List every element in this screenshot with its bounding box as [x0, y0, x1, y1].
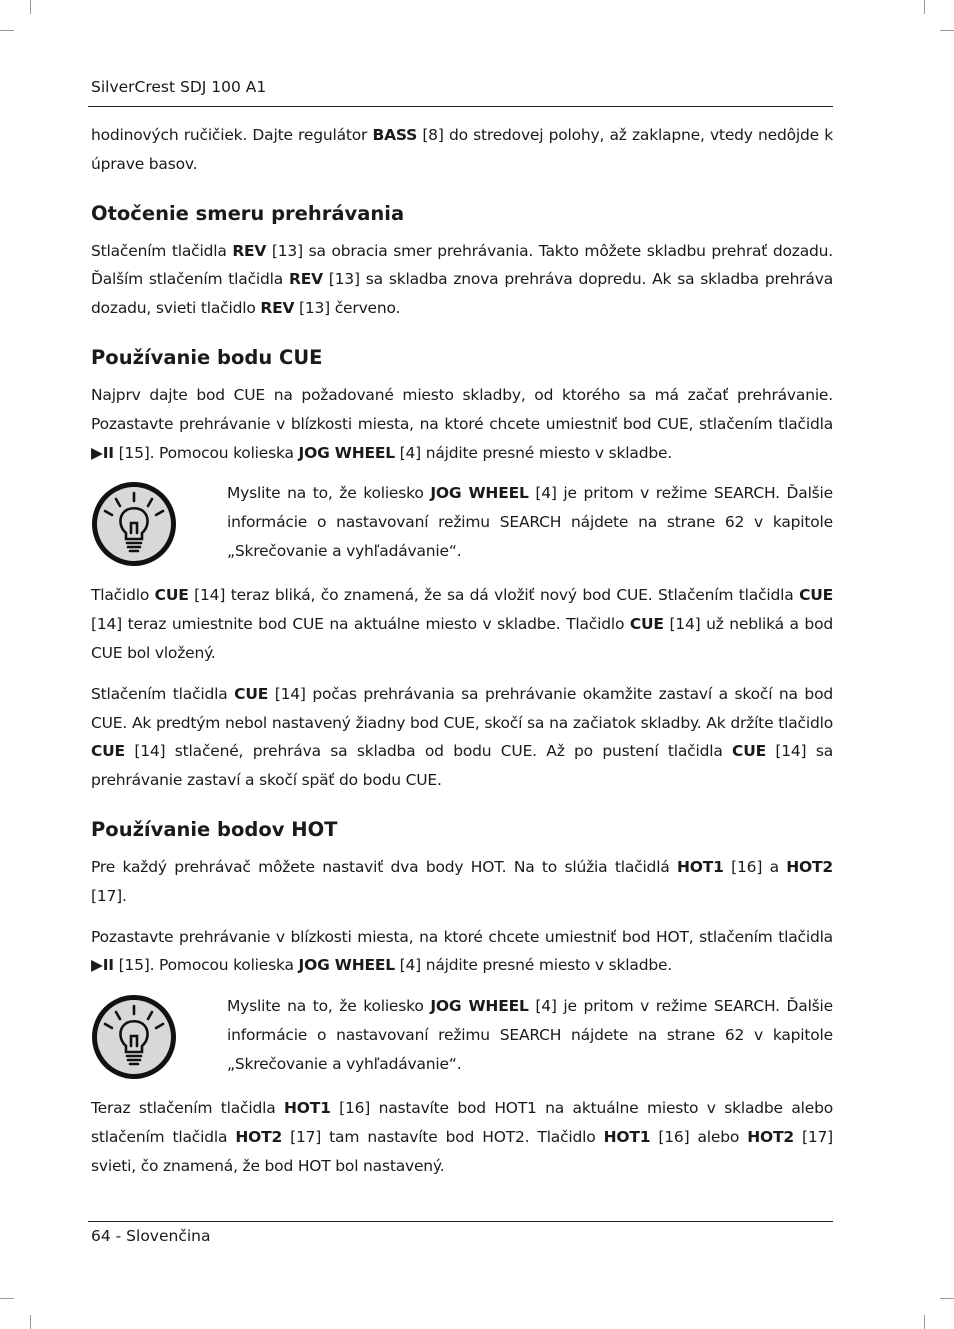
- text-segment: [13] sa skladba znova prehráva dopredu. Ak sa skladba prehráva dozadu, svieti tlačidlo: [91, 270, 833, 318]
- bold-term: HOT1: [677, 857, 724, 876]
- crop-mark: [940, 1298, 954, 1299]
- bold-term: JOG WHEEL: [430, 484, 529, 503]
- crop-mark: [924, 1315, 925, 1329]
- bold-term: HOT2: [235, 1127, 283, 1146]
- bold-term: HOT1: [603, 1127, 651, 1146]
- lightbulb-icon: [91, 481, 177, 567]
- text-segment: [13] sa obracia smer prehrávania. Takto môžete skladbu prehrať dozadu. Ďalším stlačením tlačidla: [91, 241, 833, 289]
- bold-term: BASS: [372, 126, 418, 144]
- section-heading-hot: Používanie bodov HOT: [91, 817, 338, 841]
- bold-term: CUE: [234, 684, 269, 703]
- bold-term: ▶II: [91, 956, 114, 975]
- bold-term: CUE: [629, 615, 664, 634]
- bold-term: ▶II: [91, 443, 114, 462]
- reverse-paragraph: [91, 237, 833, 323]
- page-footer: 64 - Slovenčina: [91, 1227, 211, 1245]
- crop-mark: [0, 30, 14, 31]
- text-segment: Myslite na to, že koliesko: [227, 997, 431, 1016]
- text-segment: Stlačením tlačidla: [91, 241, 233, 260]
- tip-text: [227, 479, 833, 565]
- bold-term: HOT2: [786, 857, 833, 876]
- text-segment: Tlačidlo: [91, 586, 155, 605]
- hot-paragraph-3: [91, 1094, 833, 1180]
- tip-text: [227, 992, 833, 1078]
- text-segment: [13] červeno.: [294, 299, 401, 318]
- footer-rule: [88, 1221, 833, 1222]
- text-segment: Pre každý prehrávač môžete nastaviť dva body HOT. Na to slúžia tlačidlá: [91, 857, 678, 876]
- text-segment: [14] teraz umiestnite bod CUE na aktuálne miesto v skladbe. Tlačidlo: [91, 615, 630, 634]
- text-segment: [8] do stredovej polohy, až zaklapne, vtedy nedôjde k úprave basov.: [91, 126, 833, 173]
- bold-term: HOT2: [747, 1127, 794, 1146]
- text-segment: [14] už nebliká a bod CUE bol vložený.: [91, 615, 833, 662]
- text-segment: Teraz stlačením tlačidla: [91, 1099, 284, 1118]
- text-segment: [16] alebo: [650, 1127, 748, 1146]
- section-heading-reverse: Otočenie smeru prehrávania: [91, 201, 405, 225]
- tip-box: [91, 992, 833, 1080]
- crop-mark: [924, 0, 925, 14]
- text-segment: Pozastavte prehrávanie v blízkosti miesta, na ktoré chcete umiestniť bod HOT, stlačením tlačidla: [91, 927, 833, 946]
- cue-paragraph-1: [91, 381, 833, 467]
- crop-mark: [30, 1315, 31, 1329]
- text-segment: [15]. Pomocou kolieska: [113, 443, 299, 462]
- text-segment: [17] svieti, čo znamená, že bod HOT bol nastavený.: [91, 1127, 833, 1175]
- bold-term: JOG WHEEL: [298, 956, 395, 975]
- bold-term: CUE: [91, 742, 125, 761]
- text-segment: [4] nájdite presné miesto v skladbe.: [394, 443, 673, 462]
- lightbulb-icon: [91, 994, 177, 1080]
- bold-term: JOG WHEEL: [430, 997, 529, 1016]
- tip-box: [91, 479, 833, 567]
- crop-mark: [0, 1298, 14, 1299]
- text-segment: [15]. Pomocou kolieska: [113, 956, 299, 975]
- bold-term: REV: [232, 241, 267, 260]
- crop-mark: [30, 0, 31, 14]
- text-segment: Stlačením tlačidla: [91, 684, 235, 703]
- bold-term: REV: [288, 270, 323, 289]
- page-content: [91, 121, 833, 1193]
- crop-mark: [940, 30, 954, 31]
- header-rule: [88, 106, 833, 107]
- bold-term: HOT1: [283, 1099, 331, 1118]
- bold-term: REV: [260, 299, 295, 318]
- hot-paragraph-1: [91, 853, 833, 911]
- text-segment: Najprv dajte bod CUE na požadované miesto skladby, od ktorého sa má začať prehrávanie. Pozastavte prehrávanie v blízkosti miesta, na ktoré chcete umiestniť bod CUE, stlačením tlačidla: [91, 385, 833, 433]
- text-segment: [16] a: [723, 857, 787, 876]
- text-segment: Myslite na to, že koliesko: [227, 484, 431, 503]
- bold-term: CUE: [154, 586, 189, 605]
- cue-paragraph-2: [91, 581, 833, 667]
- intro-paragraph: [91, 121, 833, 179]
- text-segment: [14] sa prehrávanie zastaví a skočí späť do bodu CUE.: [91, 742, 833, 790]
- page-header: SilverCrest SDJ 100 A1: [91, 78, 267, 96]
- text-segment: [4] nájdite presné miesto v skladbe.: [394, 956, 673, 975]
- text-segment: [17].: [91, 886, 127, 905]
- text-segment: [17] tam nastavíte bod HOT2. Tlačidlo: [282, 1127, 604, 1146]
- text-segment: [14] počas prehrávania sa prehrávanie okamžite zastaví a skočí na bod CUE. Ak predtým nebol nastavený žiadny bod CUE, skočí sa na začiatok skladby. Ak držíte tlačidlo: [91, 684, 833, 732]
- section-heading-cue: Používanie bodu CUE: [91, 345, 323, 369]
- text-segment: [4] je pritom v režime SEARCH. Ďalšie informácie o nastavovaní režimu SEARCH nájdete na strane 62 v kapitole „Skrečovanie a vyhľadávanie“.: [227, 997, 833, 1073]
- text-segment: [16] nastavíte bod HOT1 na aktuálne miesto v skladbe alebo stlačením tlačidla: [91, 1099, 834, 1146]
- text-segment: [14] stlačené, prehráva sa skladba od bodu CUE. Až po pustení tlačidla: [124, 742, 733, 761]
- hot-paragraph-2: [91, 923, 833, 981]
- bold-term: CUE: [732, 742, 766, 761]
- bold-term: CUE: [799, 586, 834, 605]
- bold-term: JOG WHEEL: [298, 443, 395, 462]
- cue-paragraph-3: [91, 680, 833, 795]
- text-segment: [4] je pritom v režime SEARCH. Ďalšie informácie o nastavovaní režimu SEARCH nájdete na strane 62 v kapitole „Skrečovanie a vyhľadávanie“.: [227, 484, 833, 560]
- text-segment: hodinových ručičiek. Dajte regulátor: [91, 126, 373, 144]
- text-segment: [14] teraz bliká, čo znamená, že sa dá vložiť nový bod CUE. Stlačením tlačidla: [188, 586, 800, 605]
